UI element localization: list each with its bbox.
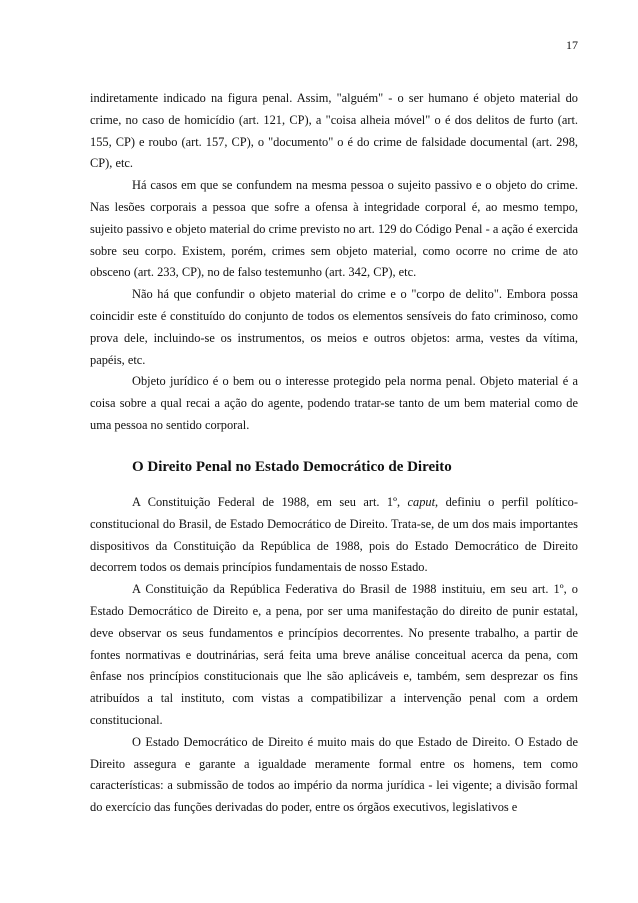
paragraph-corpus-delicti: Não há que confundir o objeto material do crime e o "corpo de delito". Embora possa coincidir este é constituído do conjunto de todos os elementos sensíveis do fato criminoso, como prova dele, incluindo-se os instrumentos, os meios e outros objetos: arma, vestes da vítima, papéis, etc. <box>90 287 578 367</box>
paragraph-text-end: , definiu o perfil político-constitucional do Brasil, de Estado Democrático de Direito. Trata-se, de um dos mais importantes dispositivos da Constituição da República de 1988, pois do Estado Democrático de Direito decorrem todos os demais princípios fundamentais de nosso Estado. <box>90 495 578 575</box>
paragraph-rule-of-law: O Estado Democrático de Direito é muito mais do que Estado de Direito. O Estado de Direito assegura e garante a igualdade meramente formal entre os homens, tem como características: a submissão de todos ao império da norma jurídica - lei vigente; a divisão formal do exercício das funções derivadas do poder, entre os órgãos executivos, legislativos e <box>90 734 578 815</box>
paragraph-passive-subject: Há casos em que se confundem na mesma pessoa o sujeito passivo e o objeto do crime. Nas lesões corporais a pessoa que sofre a ofensa à integridade corporal é, ao mesmo tempo, sujeito passivo e objeto material do crime previsto no art. 129 do Código Penal - a ação é exercida sobre seu corpo. Existem, porém, crimes sem objeto material, como ocorre no crime de ato obsceno (art. 233, CP), no de falso testemunho (art. 342, CP), etc. <box>90 178 578 280</box>
paragraph-punishment-analysis: A Constituição da República Federativa do Brasil de 1988 instituiu, em seu art. 1º, o Estado Democrático de Direito e, a pena, por ser uma manifestação do direito de punir estatal, deve observar os seus fundamentos e princípios decorrentes. No presente trabalho, a partir de fontes normativas e doutrinárias, será feita uma breve análise conceitual acerca da pena, com ênfase nos princípios constitucionais que lhe são aplicáveis e, também, sem desprezar os fins atribuídos a tal instituto, com vistas a compatibilizar a intervenção penal com a ordem constitucional. <box>90 582 578 727</box>
paragraph-material-object-examples: indiretamente indicado na figura penal. Assim, "alguém" - o ser humano é objeto material do crime, no caso de homicídio (art. 121, CP), a "coisa alheia móvel" o é dos delitos de furto (art. 155, CP) e roubo (art. 157, CP), o "documento" o é do crime de falsidade documental (art. 298, CP), etc. <box>90 91 578 171</box>
paragraph-legal-object: Objeto jurídico é o bem ou o interesse protegido pela norma penal. Objeto material é a coisa sobre a qual recai a ação do agente, podendo tratar-se tanto de um bem material como de uma pessoa no sentido corporal. <box>90 374 578 432</box>
body-text-upper <box>90 88 578 437</box>
page-number: 17 <box>566 38 578 52</box>
italic-term: caput <box>407 495 436 509</box>
paragraph-constitution-1988 <box>90 492 578 579</box>
section-heading: O Direito Penal no Estado Democrático de Direito <box>132 459 452 475</box>
paragraph-text-start: A Constituição Federal de 1988, em seu art. 1º, <box>132 495 408 509</box>
body-text-lower <box>90 492 578 819</box>
